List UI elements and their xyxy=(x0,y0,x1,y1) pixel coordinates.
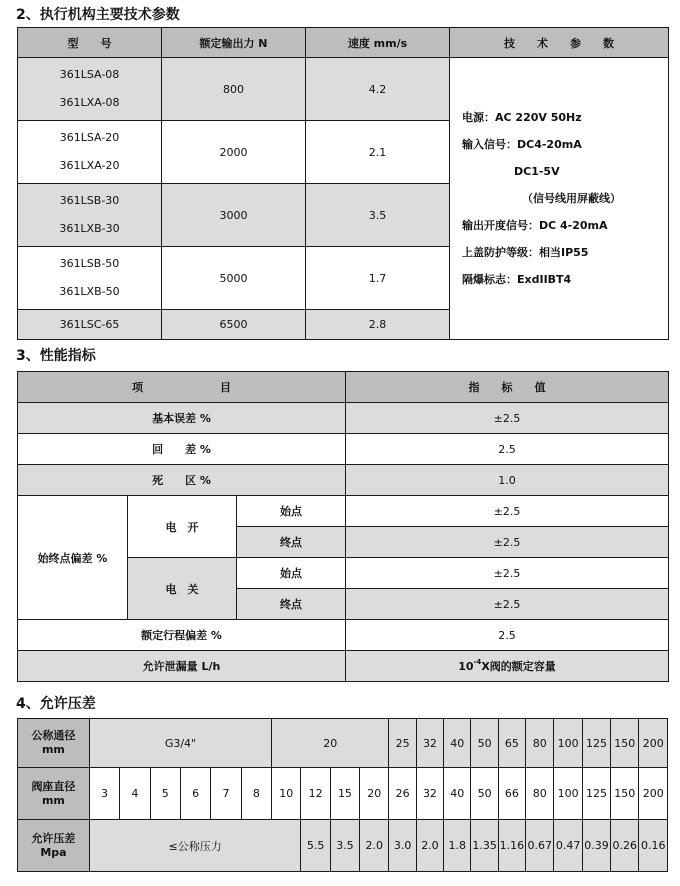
table-row xyxy=(18,496,669,527)
seat-value: 6 xyxy=(180,768,210,820)
allowable-pressure-label: 允许压差 Mpa xyxy=(18,820,90,872)
seat-value: 15 xyxy=(330,768,359,820)
model-name: 361LSA-20 xyxy=(59,131,120,144)
seat-value: 4 xyxy=(120,768,150,820)
pressure-value: 0.47 xyxy=(554,820,582,872)
nominal-value: 20 xyxy=(272,719,389,768)
speed-cell: 4.2 xyxy=(306,58,450,121)
seat-value: 125 xyxy=(582,768,610,820)
spec-input-signal: 输入信号：DC4-20mA xyxy=(462,138,582,151)
nominal-value: 100 xyxy=(554,719,582,768)
table-row xyxy=(18,768,668,820)
tech-specs-cell xyxy=(450,58,669,340)
col-header-specs: 技 术 参 数 xyxy=(450,28,669,58)
seat-value: 66 xyxy=(498,768,525,820)
nominal-value: G3/4" xyxy=(89,719,271,768)
hysteresis-value: 2.5 xyxy=(346,434,669,465)
nominal-diameter-label: 公称通径 mm xyxy=(18,719,90,768)
spec-input-signal-alt: DC1-5V xyxy=(514,165,560,178)
dead-zone-value: 1.0 xyxy=(346,465,669,496)
model-cell xyxy=(18,121,162,184)
pressure-value: 1.35 xyxy=(471,820,498,872)
seat-value: 10 xyxy=(272,768,301,820)
seat-value: 100 xyxy=(554,768,582,820)
travel-error-value: 2.5 xyxy=(346,620,669,651)
endpoint-deviation-label: 始终点偏差 % xyxy=(18,496,128,620)
model-name: 361LXB-30 xyxy=(59,222,120,235)
seat-value: 8 xyxy=(241,768,271,820)
table-row xyxy=(18,465,669,496)
pressure-value: 0.39 xyxy=(582,820,610,872)
pressure-value: 3.5 xyxy=(330,820,359,872)
force-cell: 3000 xyxy=(162,184,306,247)
leakage-suffix: X阀的额定容量 xyxy=(481,660,556,673)
pressure-value: ≤公称压力 xyxy=(89,820,301,872)
pressure-value: 0.16 xyxy=(639,820,668,872)
model-cell xyxy=(18,58,162,121)
force-cell: 6500 xyxy=(162,310,306,340)
end-point-label: 终点 xyxy=(237,527,346,558)
dead-zone-label: 死 区 % xyxy=(18,465,346,496)
nominal-value: 80 xyxy=(526,719,554,768)
table-row xyxy=(18,820,668,872)
power-open-label: 电 开 xyxy=(128,496,237,558)
table-row xyxy=(18,58,669,121)
table-row xyxy=(18,719,668,768)
leakage-value xyxy=(346,651,669,682)
nominal-value: 65 xyxy=(498,719,525,768)
pressure-value: 1.8 xyxy=(444,820,471,872)
leakage-exponent: -4 xyxy=(473,658,482,666)
model-cell xyxy=(18,247,162,310)
close-start-value: ±2.5 xyxy=(346,558,669,589)
speed-cell: 2.1 xyxy=(306,121,450,184)
pressure-value: 5.5 xyxy=(301,820,330,872)
pressure-value: 0.26 xyxy=(611,820,639,872)
leakage-label: 允许泄漏量 L/h xyxy=(18,651,346,682)
travel-error-label: 额定行程偏差 % xyxy=(18,620,346,651)
section-title-specs: 2、执行机构主要技术参数 xyxy=(16,7,180,23)
model-name: 361LSA-08 xyxy=(59,68,120,81)
col-header-force: 额定输出力 N xyxy=(162,28,306,58)
col-header-value: 指 标 值 xyxy=(346,372,669,403)
open-start-value: ±2.5 xyxy=(346,496,669,527)
seat-value: 40 xyxy=(444,768,471,820)
section-title-performance: 3、性能指标 xyxy=(16,348,96,364)
nominal-value: 40 xyxy=(444,719,471,768)
section-title-pressure: 4、允许压差 xyxy=(16,696,96,712)
leakage-base: 10 xyxy=(458,660,474,673)
basic-error-value: ±2.5 xyxy=(346,403,669,434)
seat-value: 5 xyxy=(150,768,180,820)
pressure-value: 0.67 xyxy=(526,820,554,872)
nominal-value: 25 xyxy=(389,719,416,768)
seat-value: 150 xyxy=(611,768,639,820)
table-row xyxy=(18,620,669,651)
pressure-value: 2.0 xyxy=(360,820,389,872)
force-cell: 5000 xyxy=(162,247,306,310)
nominal-value: 200 xyxy=(639,719,668,768)
start-point-label: 始点 xyxy=(237,558,346,589)
nominal-value: 32 xyxy=(416,719,443,768)
seat-value: 3 xyxy=(89,768,119,820)
speed-cell: 2.8 xyxy=(306,310,450,340)
seat-value: 26 xyxy=(389,768,416,820)
basic-error-label: 基本误差 % xyxy=(18,403,346,434)
pressure-value: 3.0 xyxy=(389,820,416,872)
spec-shielded-note: （信号线用屏蔽线） xyxy=(522,192,621,205)
performance-table xyxy=(17,371,669,682)
seat-value: 50 xyxy=(471,768,498,820)
model-name: 361LSB-30 xyxy=(59,194,120,207)
seat-value: 20 xyxy=(360,768,389,820)
pressure-table xyxy=(17,718,668,872)
nominal-value: 150 xyxy=(611,719,639,768)
table-row xyxy=(18,651,669,682)
end-point-label: 终点 xyxy=(237,589,346,620)
model-name: 361LSB-50 xyxy=(59,257,120,270)
specs-table xyxy=(17,27,669,340)
force-cell: 2000 xyxy=(162,121,306,184)
col-header-speed: 速度 mm/s xyxy=(306,28,450,58)
start-point-label: 始点 xyxy=(237,496,346,527)
seat-value: 7 xyxy=(211,768,241,820)
col-header-model: 型 号 xyxy=(18,28,162,58)
model-cell xyxy=(18,184,162,247)
model-name: 361LXA-20 xyxy=(59,159,120,172)
seat-diameter-label: 阀座直径 mm xyxy=(18,768,90,820)
nominal-value: 50 xyxy=(471,719,498,768)
speed-cell: 1.7 xyxy=(306,247,450,310)
nominal-value: 125 xyxy=(582,719,610,768)
seat-value: 200 xyxy=(639,768,668,820)
model-name: 361LXB-50 xyxy=(59,285,120,298)
spec-output-signal: 输出开度信号：DC 4-20mA xyxy=(462,219,608,232)
table-row xyxy=(18,403,669,434)
power-close-label: 电 关 xyxy=(128,558,237,620)
col-header-item: 项 目 xyxy=(18,372,346,403)
force-cell: 800 xyxy=(162,58,306,121)
spec-protection: 上盖防护等级：相当IP55 xyxy=(462,246,589,259)
speed-cell: 3.5 xyxy=(306,184,450,247)
seat-value: 32 xyxy=(416,768,443,820)
seat-value: 80 xyxy=(526,768,554,820)
table-row xyxy=(18,434,669,465)
pressure-value: 2.0 xyxy=(416,820,443,872)
open-end-value: ±2.5 xyxy=(346,527,669,558)
spec-power: 电源：AC 220V 50Hz xyxy=(462,111,582,124)
model-name: 361LSC-65 xyxy=(18,310,162,340)
hysteresis-label: 回 差 % xyxy=(18,434,346,465)
seat-value: 12 xyxy=(301,768,330,820)
model-name: 361LXA-08 xyxy=(59,96,120,109)
spec-explosion-mark: 隔爆标志：ExdIIBT4 xyxy=(462,273,572,286)
pressure-value: 1.16 xyxy=(498,820,525,872)
close-end-value: ±2.5 xyxy=(346,589,669,620)
